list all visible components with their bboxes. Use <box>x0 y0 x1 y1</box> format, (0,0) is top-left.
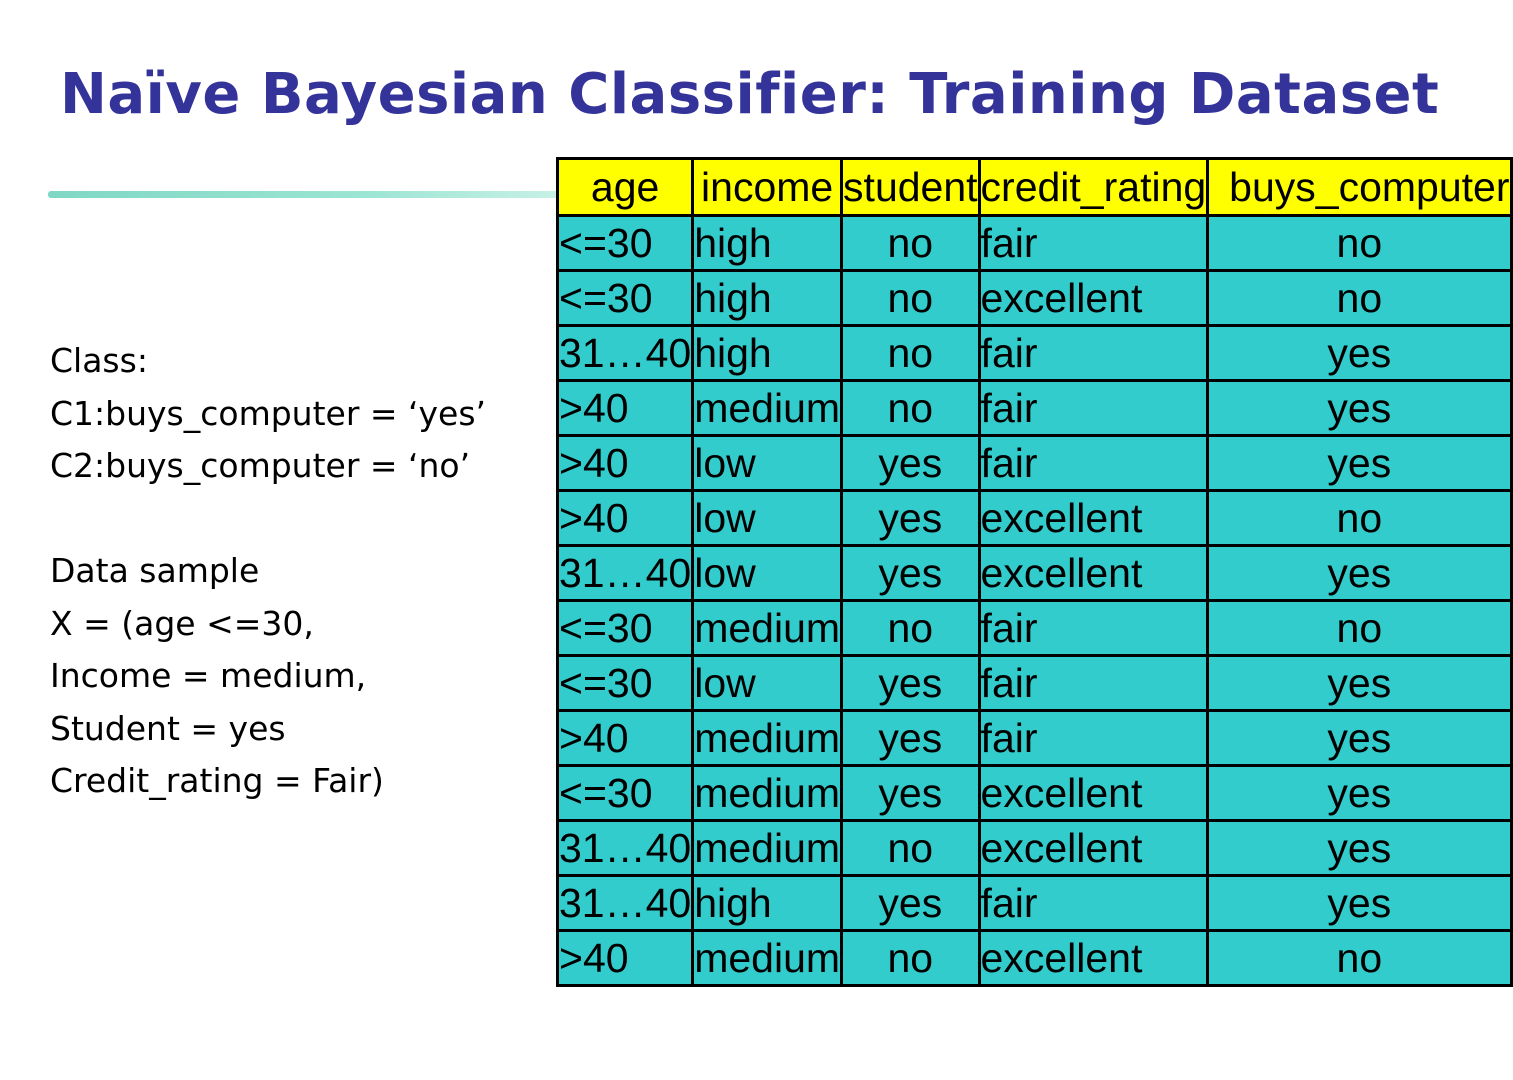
cell-buys-computer: yes <box>1208 766 1511 821</box>
cell-age: 31…40 <box>558 821 693 876</box>
cell-income: medium <box>693 601 842 656</box>
cell-age: <=30 <box>558 216 693 271</box>
table-row <box>558 711 1512 766</box>
title-underline-rule <box>48 191 568 198</box>
table-row <box>558 766 1512 821</box>
table-row <box>558 546 1512 601</box>
cell-student: yes <box>842 546 980 601</box>
cell-student: yes <box>842 711 980 766</box>
text-line <box>50 493 550 546</box>
cell-credit-rating: fair <box>979 381 1208 436</box>
cell-credit-rating: fair <box>979 216 1208 271</box>
cell-age: >40 <box>558 711 693 766</box>
cell-credit-rating: excellent <box>979 821 1208 876</box>
table-row <box>558 821 1512 876</box>
slide-title: Naïve Bayesian Classifier: Training Dataset <box>60 62 1440 127</box>
cell-student: no <box>842 931 980 986</box>
training-dataset-table-wrap <box>556 157 1510 1033</box>
header-age: age <box>558 159 693 216</box>
text-line: Class: <box>50 341 148 380</box>
table-row <box>558 656 1512 711</box>
cell-income: low <box>693 491 842 546</box>
cell-income: high <box>693 326 842 381</box>
cell-buys-computer: no <box>1208 931 1511 986</box>
header-credit-rating: credit_rating <box>979 159 1208 216</box>
table-row <box>558 381 1512 436</box>
cell-buys-computer: yes <box>1208 381 1511 436</box>
cell-buys-computer: yes <box>1208 546 1511 601</box>
table-row <box>558 216 1512 271</box>
table-row <box>558 601 1512 656</box>
cell-income: low <box>693 436 842 491</box>
table-body <box>558 216 1512 986</box>
cell-buys-computer: no <box>1208 216 1511 271</box>
table-row <box>558 326 1512 381</box>
text-line: C1:buys_computer = ‘yes’ <box>50 393 487 433</box>
cell-credit-rating: excellent <box>979 546 1208 601</box>
cell-credit-rating: excellent <box>979 491 1208 546</box>
header-income: income <box>693 159 842 216</box>
cell-income: low <box>693 656 842 711</box>
table-row <box>558 931 1512 986</box>
cell-student: yes <box>842 766 980 821</box>
cell-age: <=30 <box>558 766 693 821</box>
cell-buys-computer: yes <box>1208 656 1511 711</box>
cell-buys-computer: no <box>1208 491 1511 546</box>
table-row <box>558 876 1512 931</box>
cell-income: medium <box>693 931 842 986</box>
cell-age: >40 <box>558 931 693 986</box>
cell-income: high <box>693 216 842 271</box>
cell-student: yes <box>842 436 980 491</box>
cell-age: 31…40 <box>558 546 693 601</box>
cell-buys-computer: yes <box>1208 326 1511 381</box>
text-line: Data sample <box>50 551 260 590</box>
training-dataset-table <box>556 157 1513 987</box>
cell-age: >40 <box>558 381 693 436</box>
table-row <box>558 271 1512 326</box>
cell-age: >40 <box>558 436 693 491</box>
cell-student: no <box>842 271 980 326</box>
cell-credit-rating: fair <box>979 436 1208 491</box>
cell-buys-computer: no <box>1208 271 1511 326</box>
cell-age: >40 <box>558 491 693 546</box>
cell-student: no <box>842 821 980 876</box>
cell-buys-computer: yes <box>1208 821 1511 876</box>
text-line: Income = medium, <box>50 656 367 695</box>
text-line: X = (age <=30, <box>50 603 314 643</box>
cell-income: medium <box>693 821 842 876</box>
cell-income: high <box>693 271 842 326</box>
header-student: student <box>842 159 980 216</box>
cell-student: no <box>842 601 980 656</box>
cell-student: no <box>842 381 980 436</box>
cell-buys-computer: yes <box>1208 436 1511 491</box>
cell-income: medium <box>693 711 842 766</box>
cell-student: yes <box>842 876 980 931</box>
header-buys-computer: buys_computer <box>1208 159 1511 216</box>
text-line: C2:buys_computer = ‘no’ <box>50 446 471 485</box>
cell-age: <=30 <box>558 271 693 326</box>
class-description <box>50 335 550 808</box>
cell-income: medium <box>693 766 842 821</box>
cell-student: no <box>842 216 980 271</box>
cell-buys-computer: yes <box>1208 711 1511 766</box>
cell-credit-rating: excellent <box>979 271 1208 326</box>
table-row <box>558 436 1512 491</box>
cell-credit-rating: fair <box>979 711 1208 766</box>
cell-age: <=30 <box>558 601 693 656</box>
cell-credit-rating: fair <box>979 601 1208 656</box>
table-header-row <box>558 159 1512 216</box>
text-line: Credit_rating = Fair) <box>50 761 384 800</box>
cell-income: high <box>693 876 842 931</box>
cell-student: no <box>842 326 980 381</box>
table-row <box>558 491 1512 546</box>
text-line: Student = yes <box>50 708 286 748</box>
cell-buys-computer: yes <box>1208 876 1511 931</box>
cell-credit-rating: excellent <box>979 766 1208 821</box>
cell-credit-rating: fair <box>979 656 1208 711</box>
cell-income: medium <box>693 381 842 436</box>
cell-age: <=30 <box>558 656 693 711</box>
cell-buys-computer: no <box>1208 601 1511 656</box>
cell-credit-rating: excellent <box>979 931 1208 986</box>
cell-credit-rating: fair <box>979 326 1208 381</box>
cell-student: yes <box>842 656 980 711</box>
cell-student: yes <box>842 491 980 546</box>
cell-age: 31…40 <box>558 876 693 931</box>
cell-income: low <box>693 546 842 601</box>
cell-age: 31…40 <box>558 326 693 381</box>
cell-credit-rating: fair <box>979 876 1208 931</box>
